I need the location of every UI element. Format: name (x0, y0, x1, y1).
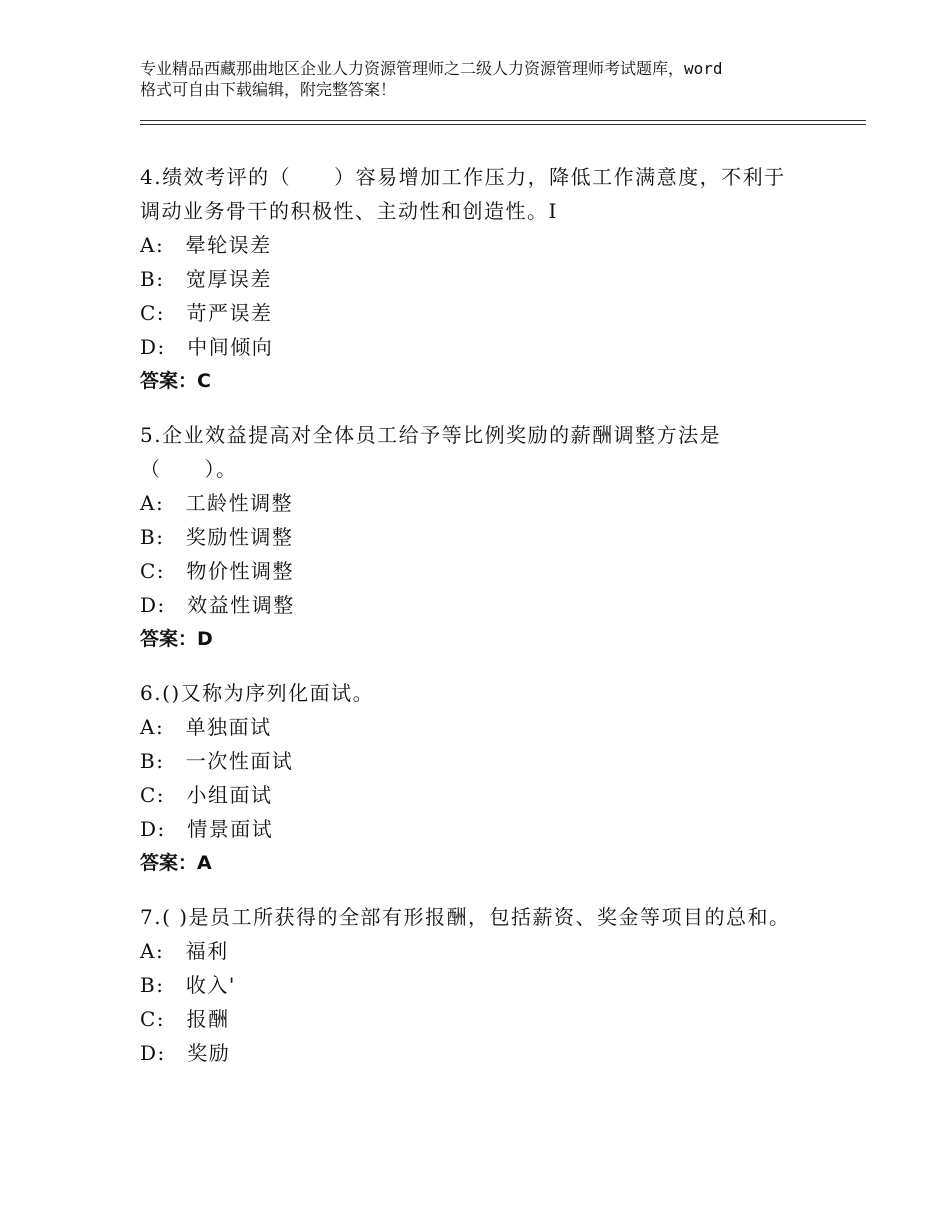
question-text-line: 4.绩效考评的（ ）容易增加工作压力，降低工作满意度，不利于 (140, 165, 786, 189)
option-c: C: 报酬 (140, 1007, 230, 1031)
question-text-line: 调动业务骨干的积极性、主动性和创造性。I (140, 199, 558, 223)
option-b: B: 奖励性调整 (140, 525, 294, 549)
header-divider-top (140, 120, 866, 121)
option-d: D: 奖励 (140, 1041, 231, 1065)
option-b: B: 一次性面试 (140, 749, 294, 773)
option-c: C: 小组面试 (140, 783, 273, 807)
option-d: D: 中间倾向 (140, 335, 274, 359)
question-text-line: 7.( )是员工所获得的全部有形报酬，包括薪资、奖金等项目的总和。 (140, 905, 791, 929)
option-a: A: 单独面试 (140, 715, 272, 739)
option-a: A: 福利 (140, 939, 229, 963)
document-header (140, 58, 860, 100)
answer: 答案：A (140, 852, 212, 874)
answer: 答案：D (140, 628, 213, 650)
option-c: C: 苛严误差 (140, 301, 273, 325)
option-b: B: 宽厚误差 (140, 267, 272, 291)
question-5 (140, 418, 840, 656)
question-text-line: （ ）。 (140, 457, 238, 481)
header-line-2: 格式可自由下载编辑，附完整答案！ (140, 80, 397, 99)
answer: 答案：C (140, 370, 211, 392)
question-text-line: 5.企业效益提高对全体员工给予等比例奖励的薪酬调整方法是 (140, 423, 722, 447)
header-divider-bottom (140, 124, 866, 125)
question-list (140, 160, 840, 1090)
option-a: A: 晕轮误差 (140, 233, 272, 257)
option-c: C: 物价性调整 (140, 559, 295, 583)
option-b: B: 收入' (140, 973, 236, 997)
option-a: A: 工龄性调整 (140, 491, 294, 515)
option-d: D: 效益性调整 (140, 593, 295, 617)
question-text-line: 6.()又称为序列化面试。 (140, 681, 375, 705)
question-7 (140, 900, 840, 1070)
header-line-1: 专业精品西藏那曲地区企业人力资源管理师之二级人力资源管理师考试题库，word (140, 59, 723, 78)
option-d: D: 情景面试 (140, 817, 274, 841)
question-4 (140, 160, 840, 398)
question-6 (140, 676, 840, 880)
